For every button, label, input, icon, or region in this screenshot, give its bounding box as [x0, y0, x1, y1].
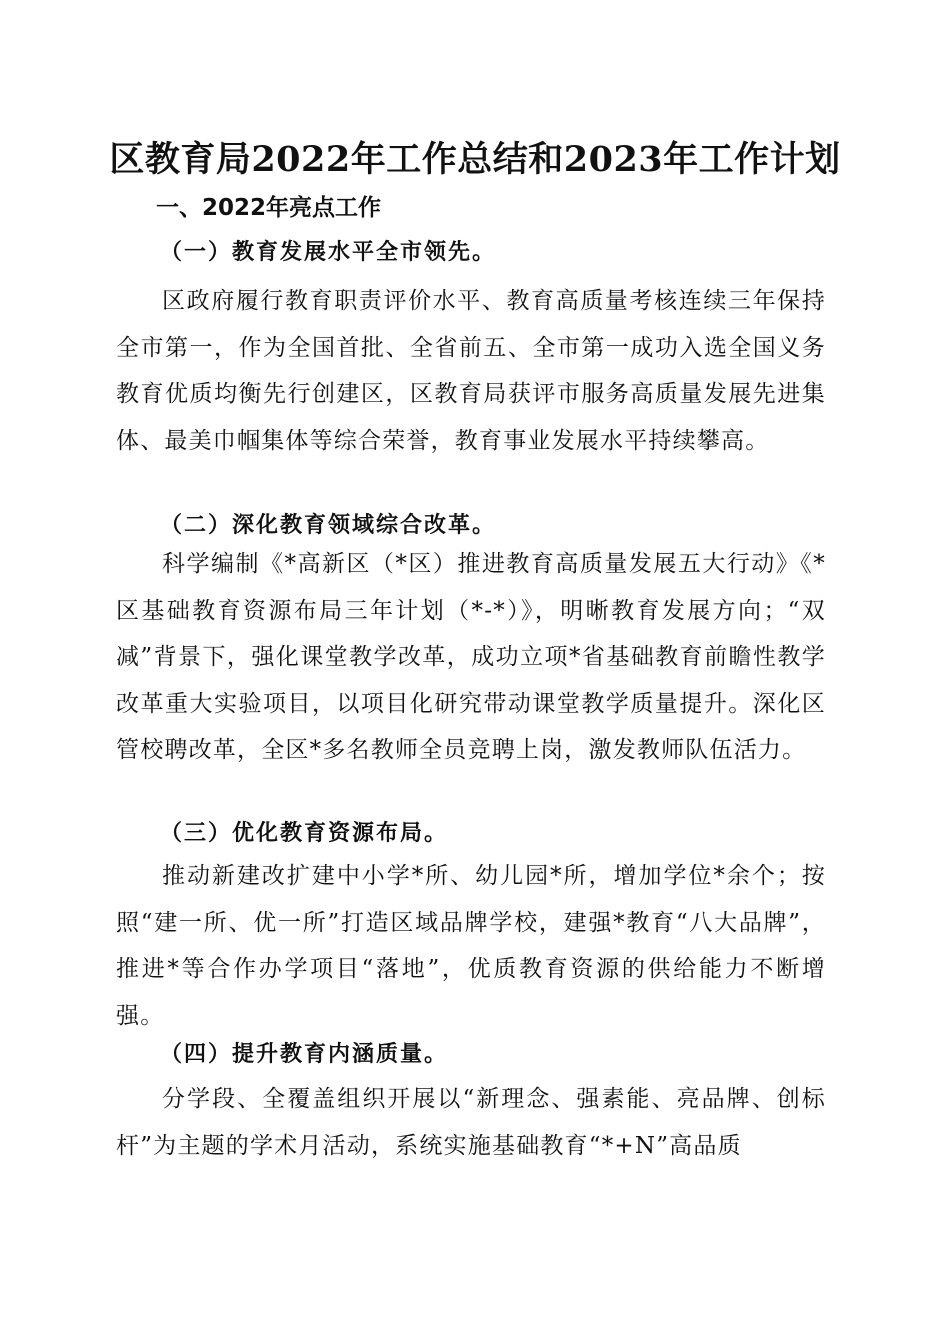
subsection-heading-3: （三）优化教育资源布局。 [160, 820, 449, 846]
subsection-body-3: 推动新建改扩建中小学*所、幼儿园*所，增加学位*余个；按照“建一所、优一所”打造区域品牌学校，建强*教育“八大品牌”，推进*等合作办学项目“落地”，优质教育资源的供给能力不断增强。 [116, 863, 826, 1029]
subsection-body-4: 分学段、全覆盖组织开展以“新理念、强素能、亮品牌、创标杆”为主题的学术月活动，系统实施基础教育“*+N”高品质 [116, 1086, 826, 1159]
subsection-body-2: 科学编制《*高新区（*区）推进教育高质量发展五大行动》《*区基础教育资源布局三年计划（*-*）》，明晰教育发展方向；“双减”背景下，强化课堂教学改革，成功立项*省基础教育前瞻性教学改革重大实验项目，以项目化研究带动课堂教学质量提升。深化区管校聘改革，全区*多名教师全员竞聘上岗，激发教师队伍活力。 [116, 551, 826, 763]
subsection-heading-2: （二）深化教育领域综合改革。 [160, 512, 497, 538]
subsection-heading-1: （一）教育发展水平全市领先。 [160, 239, 497, 265]
section-heading: 一、2022年亮点工作 [156, 195, 382, 221]
document-title: 区教育局2022年工作总结和2023年工作计划 [109, 139, 841, 180]
subsection-body-1: 区政府履行教育职责评价水平、教育高质量考核连续三年保持全市第一，作为全国首批、全省前五、全市第一成功入选全国义务教育优质均衡先行创建区，区教育局获评市服务高质量发展先进集体、最美巾帼集体等综合荣誉，教育事业发展水平持续攀高。 [116, 288, 826, 454]
subsection-heading-4: （四）提升教育内涵质量。 [160, 1041, 449, 1067]
